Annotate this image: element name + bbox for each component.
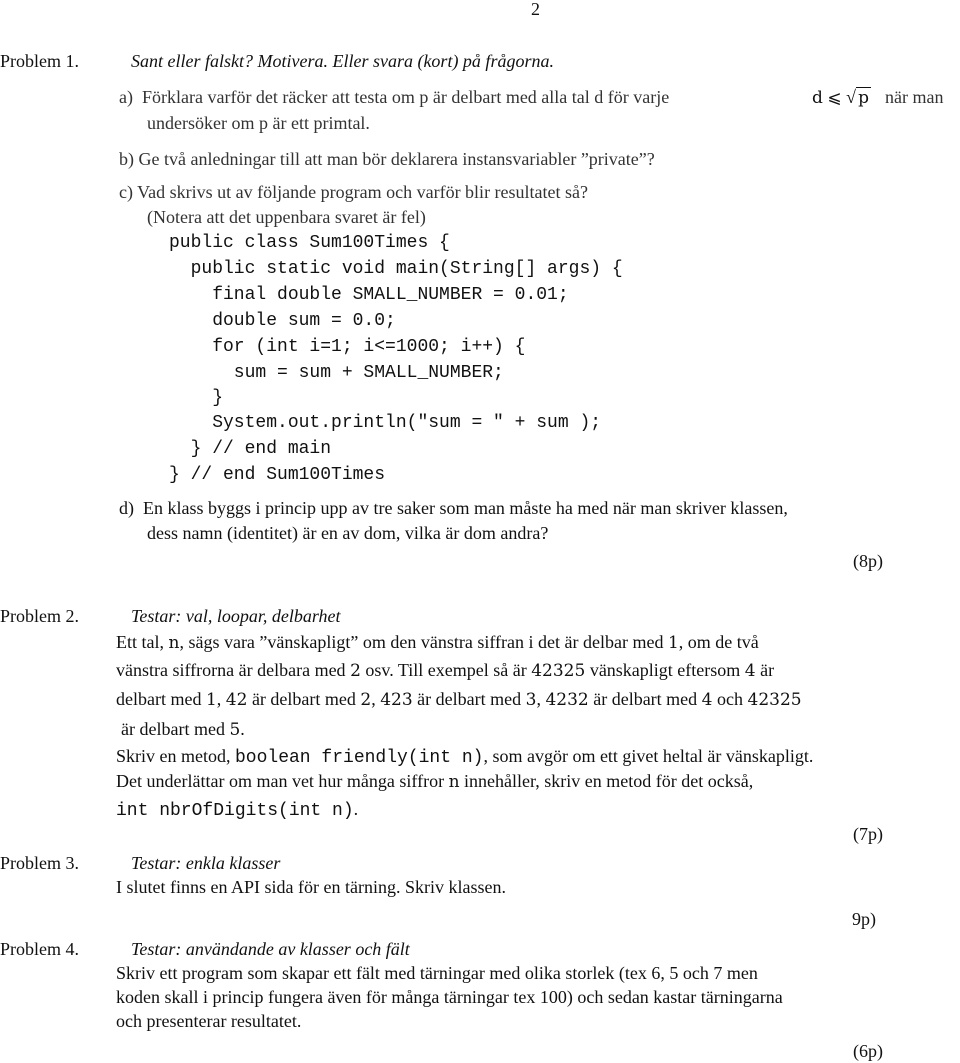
math-n: n (168, 633, 180, 653)
question-a-prefix: a) (119, 87, 133, 107)
question-a (119, 86, 669, 108)
problem-4-line-1: Skriv ett program som skapar ett fält med tärningar med olika storlek (tex 6, 5 och 7 men (116, 963, 758, 983)
problem-2-line-7 (116, 798, 358, 822)
text: . (353, 799, 359, 819)
text: är delbart med (121, 719, 225, 739)
question-c: c) Vad skrivs ut av följande program och varför blir resultatet så? (119, 182, 589, 202)
code-line: System.out.println("sum = " + sum ); (169, 413, 602, 433)
code-line: public class Sum100Times { (169, 233, 450, 253)
text: är delbart med (417, 689, 522, 709)
problem-2-line-3 (116, 688, 802, 711)
text: Skriv en metod, (116, 746, 231, 766)
code-line: } // end main (169, 439, 332, 459)
problem-1-heading: Sant eller falskt? Motivera. Eller svara (kort) på frågorna. (131, 51, 554, 71)
method-signature-nbrofdigits: int nbrOfDigits(int n) (116, 801, 354, 821)
math-2: 2 (350, 661, 361, 681)
method-signature-friendly: boolean friendly(int n) (235, 748, 484, 768)
text: , (371, 689, 376, 709)
problem-2-line-2 (116, 659, 774, 682)
text: , som avgör om ett givet heltal är vänskapligt. (483, 746, 814, 766)
problem-4-points: (6p) (853, 1041, 883, 1061)
math-2: 2 (360, 690, 372, 710)
math-42325: 42325 (747, 690, 802, 710)
text: , om de två (678, 632, 759, 652)
question-a-suffix: när man (885, 87, 944, 107)
math-p: p (858, 88, 870, 108)
problem-3-heading: Testar: enkla klasser (131, 853, 281, 873)
math-42: 42 (225, 690, 248, 710)
math-5: 5 (229, 720, 241, 740)
text: innehåller, skriv en metod för det också, (464, 771, 754, 791)
problem-2-line-1 (116, 631, 759, 654)
text: vänskapligt eftersom (589, 660, 741, 680)
text: Ett tal, (116, 632, 164, 652)
code-line: sum = sum + SMALL_NUMBER; (169, 363, 504, 383)
text: . (240, 719, 245, 739)
problem-2-line-6 (116, 770, 753, 793)
question-c-note: (Notera att det uppenbara svaret är fel) (147, 207, 426, 227)
text: , (536, 689, 541, 709)
problem-4-heading: Testar: användande av klasser och fält (131, 939, 410, 959)
text: osv. Till exempel så är (365, 660, 527, 680)
sqrt-bar (856, 87, 871, 88)
math-423: 423 (380, 690, 413, 710)
problem-2-line-4 (121, 718, 245, 741)
math-leq: ⩽ (827, 88, 842, 108)
sqrt-radical-icon: √ (846, 87, 857, 107)
text: och (717, 689, 743, 709)
math-sqrt-p (846, 86, 869, 109)
math-4232: 4232 (545, 690, 589, 710)
code-line: final double SMALL_NUMBER = 0.01; (169, 285, 569, 305)
text: är delbart med (251, 689, 356, 709)
problem-4-line-3: och presenterar resultatet. (116, 1011, 302, 1031)
code-line: for (int i=1; i<=1000; i++) { (169, 337, 526, 357)
math-d: d (812, 88, 823, 108)
problem-1-points: (8p) (853, 551, 883, 571)
problem-3-points: 9p) (852, 909, 876, 929)
page-number: 2 (531, 0, 540, 19)
text: är delbart med (593, 689, 698, 709)
problem-4-line-2: koden skall i princip fungera även för många tärningar tex 100) och sedan kastar tärningarna (116, 987, 783, 1007)
text: delbart med (116, 689, 202, 709)
question-b: b) Ge två anledningar till att man bör deklarera instansvariabler ”private”? (119, 149, 655, 169)
math-3: 3 (525, 690, 537, 710)
problem-4-label: Problem 4. (0, 939, 79, 959)
question-a-text: Förklara varför det räcker att testa om p är delbart med alla tal d för varje (141, 87, 670, 107)
text: , sägs vara ”vänskapligt” om den vänstra siffran i det är delbar med (179, 632, 664, 652)
code-line: public static void main(String[] args) { (169, 259, 623, 279)
problem-1-label: Problem 1. (0, 51, 79, 71)
question-d-prefix: d) (119, 498, 134, 518)
question-a-math (812, 86, 869, 109)
question-d (119, 497, 788, 519)
text: , (216, 689, 222, 709)
code-line: } (169, 388, 224, 408)
problem-2-heading: Testar: val, loopar, delbarhet (131, 606, 341, 626)
question-a-continued: undersöker om p är ett primtal. (147, 113, 370, 133)
math-4: 4 (744, 661, 756, 681)
problem-3-label: Problem 3. (0, 853, 79, 873)
problem-3-text: I slutet finns en API sida för en tärning. Skriv klassen. (116, 877, 506, 897)
code-line: } // end Sum100Times (169, 465, 386, 485)
math-1: 1 (205, 690, 217, 710)
problem-2-points: (7p) (853, 824, 883, 844)
problem-2-line-5 (116, 745, 813, 769)
math-42325: 42325 (531, 661, 586, 681)
text: vänstra siffrorna är delbara med (116, 660, 346, 680)
text: Det underlättar om man vet hur många siffror (116, 771, 445, 791)
code-line: double sum = 0.0; (169, 311, 396, 331)
question-d-line1: En klass byggs i princip upp av tre saker som man måste ha med när man skriver klassen, (143, 498, 788, 518)
text: är (760, 660, 775, 680)
math-1: 1 (667, 633, 679, 653)
math-4: 4 (701, 690, 713, 710)
problem-2-label: Problem 2. (0, 606, 79, 626)
math-n: n (448, 772, 460, 792)
question-d-line2: dess namn (identitet) är en av dom, vilka är dom andra? (147, 523, 549, 543)
